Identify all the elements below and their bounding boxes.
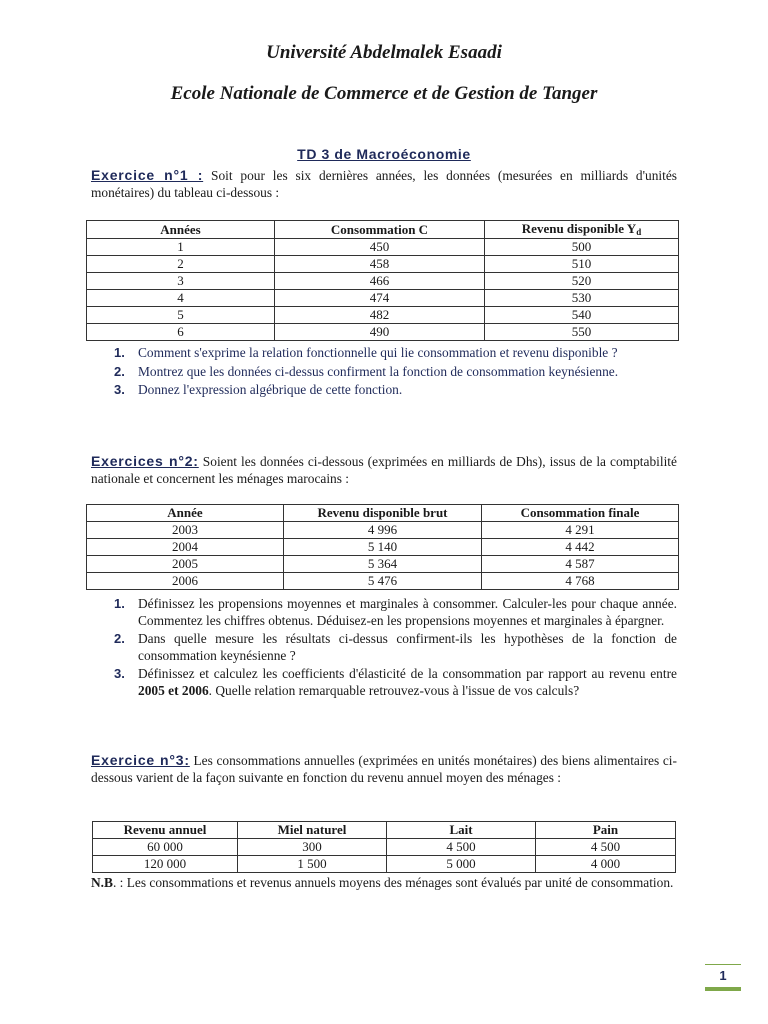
page-number-bottom-rule <box>705 987 741 991</box>
table-header-cell: Année <box>87 505 284 522</box>
table-cell: 4 587 <box>482 556 679 573</box>
table-cell: 500 <box>485 239 679 256</box>
td-title: TD 3 de Macroéconomie <box>297 146 471 162</box>
question-number: 1. <box>114 345 125 360</box>
question-number: 2. <box>114 631 125 646</box>
ex2-intro-text: Soient les données ci-dessous (exprimées en milliards de Dhs), issus de la comptabilité nationale et concernent les ménages marocains : <box>91 454 677 486</box>
table-cell: 60 000 <box>93 839 238 856</box>
table-cell: 6 <box>87 324 275 341</box>
ex3-note <box>91 874 677 891</box>
table-row <box>87 239 679 256</box>
table-row <box>87 522 679 539</box>
ex2-questions <box>114 596 677 701</box>
question-number: 2. <box>114 363 125 379</box>
table-header-row <box>87 505 679 522</box>
table-cell: 520 <box>485 273 679 290</box>
table-cell: 2006 <box>87 573 284 590</box>
table-header-cell: Revenu disponible $Y_d$ <box>485 221 679 239</box>
table-row <box>87 539 679 556</box>
table-cell: 5 <box>87 307 275 324</box>
ex2-label: Exercices n°2: <box>91 453 199 469</box>
question-text: Montrez que les données ci-dessus confirment la fonction de consommation keynésienne. <box>138 363 619 379</box>
ex1-intro <box>91 167 677 201</box>
question-text-after: . Quelle relation remarquable retrouvez-vous à l'issue de vos calculs? <box>208 682 580 698</box>
table-row <box>87 290 679 307</box>
question-text-bold: 2005 et 2006 <box>138 682 209 698</box>
list-item <box>114 596 677 629</box>
list-item <box>114 382 677 399</box>
table-cell: 540 <box>485 307 679 324</box>
table-row <box>87 324 679 341</box>
table-cell: 4 <box>87 290 275 307</box>
note-label: N.B <box>91 875 113 890</box>
table-cell: 474 <box>275 290 485 307</box>
table-header-cell: Miel naturel <box>238 822 387 839</box>
table-header-cell: Pain <box>536 822 676 839</box>
table-cell: 530 <box>485 290 679 307</box>
page-number: 1 <box>705 964 741 988</box>
table-cell: 4 500 <box>536 839 676 856</box>
table-cell: 1 <box>87 239 275 256</box>
school-title: Ecole Nationale de Commerce et de Gestion de Tanger <box>170 83 598 104</box>
ex3-intro <box>91 752 677 786</box>
ex1-intro-text: Soit pour les six dernières années, les données (mesurées en milliards d'unités monétaires) du tableau ci-dessous : <box>91 168 677 200</box>
table-row <box>93 839 676 856</box>
table-row <box>87 556 679 573</box>
page-number-top-rule <box>705 964 741 965</box>
table-header-cell: Années <box>87 221 275 239</box>
table-header-cell: Revenu disponible brut <box>284 505 482 522</box>
question-number: 3. <box>114 382 125 397</box>
table-cell: 3 <box>87 273 275 290</box>
question-text: Définissez les propensions moyennes et marginales à consommer. Calculer-les pour chaque année. Commentez les chiffres obtenus. Déduisez-en les propensions moyennes et marginales à épargner. <box>138 596 677 628</box>
question-text: Comment s'exprime la relation fonctionnelle qui lie consommation et revenu disponible ? <box>138 345 618 360</box>
table-cell: 2004 <box>87 539 284 556</box>
table-row <box>87 307 679 324</box>
table-cell: 1 500 <box>238 856 387 873</box>
list-item <box>114 364 677 381</box>
table-row <box>87 273 679 290</box>
ex3-label: Exercice n°3: <box>91 752 190 768</box>
table-cell: 510 <box>485 256 679 273</box>
table-cell: 450 <box>275 239 485 256</box>
table-header-cell: Consommation C <box>275 221 485 239</box>
table-cell: 550 <box>485 324 679 341</box>
ex2-table <box>86 504 679 590</box>
table-cell: 466 <box>275 273 485 290</box>
list-item <box>114 666 677 699</box>
table-row <box>93 856 676 873</box>
table-cell: 300 <box>238 839 387 856</box>
question-number: 3. <box>114 666 125 681</box>
question-text-before: Définissez et calculez les coefficients d'élasticité de la consommation par rapport au revenu entre <box>138 666 677 681</box>
table-row <box>87 573 679 590</box>
university-title: Université Abdelmalek Esaadi <box>266 42 502 63</box>
table-row <box>87 256 679 273</box>
ex3-intro-text: Les consommations annuelles (exprimées en unités monétaires) des biens alimentaires ci-dessous varient de la façon suivante en fonction du revenu annuel moyen des ménages : <box>91 753 677 785</box>
table-cell: 120 000 <box>93 856 238 873</box>
table-header-cell: Revenu annuel <box>93 822 238 839</box>
list-item <box>114 631 677 664</box>
table-cell: 2005 <box>87 556 284 573</box>
table-cell: 2003 <box>87 522 284 539</box>
table-header-cell: Lait <box>387 822 536 839</box>
table-cell: 4 768 <box>482 573 679 590</box>
table-cell: 4 291 <box>482 522 679 539</box>
table-header-cell: Consommation finale <box>482 505 679 522</box>
note-text: . : Les consommations et revenus annuels moyens des ménages sont évalués par unité de consommation. <box>112 875 674 890</box>
table-cell: 458 <box>275 256 485 273</box>
ex1-questions <box>114 345 677 401</box>
ex1-label: Exercice n°1 : <box>91 167 204 183</box>
table-cell: 5 364 <box>284 556 482 573</box>
question-number: 1. <box>114 596 125 611</box>
ex3-table <box>92 821 676 873</box>
table-cell: 4 500 <box>387 839 536 856</box>
ex1-table <box>86 220 679 341</box>
table-cell: 4 996 <box>284 522 482 539</box>
table-cell: 5 140 <box>284 539 482 556</box>
question-text: Donnez l'expression algébrique de cette fonction. <box>138 382 403 397</box>
table-cell: 5 000 <box>387 856 536 873</box>
table-cell: 2 <box>87 256 275 273</box>
table-cell: 482 <box>275 307 485 324</box>
table-header-row <box>93 822 676 839</box>
ex2-intro <box>91 453 677 487</box>
list-item <box>114 345 677 362</box>
table-cell: 490 <box>275 324 485 341</box>
table-cell: 4 442 <box>482 539 679 556</box>
table-cell: 5 476 <box>284 573 482 590</box>
question-text: Dans quelle mesure les résultats ci-dessus confirment-ils les hypothèses de la fonction de consommation keynésienne ? <box>138 631 677 663</box>
table-header-row <box>87 221 679 239</box>
table-cell: 4 000 <box>536 856 676 873</box>
